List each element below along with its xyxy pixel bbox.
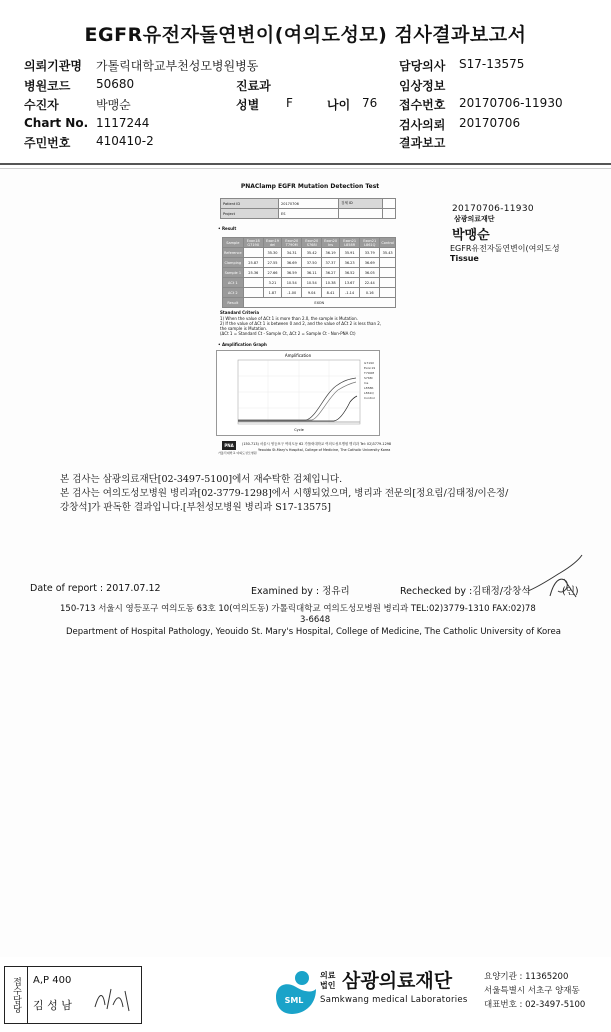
legend-item: G719X: [364, 361, 375, 365]
td: [243, 288, 263, 298]
td: 8.41: [322, 288, 340, 298]
td: 27.55: [263, 258, 281, 268]
org-code-line: 요양기관 : 11365200: [484, 972, 569, 982]
result-report-label: 결과보고: [399, 136, 446, 150]
note-line: 본 검사는 삼광의료재단[02-3497-5100]에서 재수탁한 검체입니다.: [60, 474, 343, 485]
td: 25.87: [243, 258, 263, 268]
td: 25.36: [243, 268, 263, 278]
criteria-line: the sample is Mutation.: [220, 326, 268, 331]
graph-xlabel: Cycle: [294, 428, 304, 432]
org-english: Samkwang medical Laboratories: [320, 995, 468, 1005]
sticker-number: 20170706-11930: [452, 204, 534, 214]
legend-item: L858R: [364, 386, 374, 390]
th: Control: [380, 238, 396, 248]
legend-item: Ins: [364, 381, 369, 385]
td: 9.04: [302, 288, 322, 298]
criteria-line: 1) When the value of ΔCt 1 is more than 2.0, the sample is Mutation.: [220, 316, 358, 321]
sticker-org: 삼광의료재단: [454, 215, 495, 223]
lab-footer-line: Yeouido St.Mary's Hospital, College of Medicine, The Catholic University Korea: [258, 448, 391, 452]
td: -1.00: [282, 288, 302, 298]
patient-label: 수진자: [24, 98, 59, 112]
cell: 검체 ID: [339, 199, 383, 209]
row-head: ΔCt 2: [223, 288, 244, 298]
lab-logo: PNA: [222, 441, 236, 450]
specimen-sticker: [450, 204, 611, 266]
org-rep-line: 대표번호 : 02-3497-5100: [484, 1000, 586, 1010]
td: 36.05: [360, 268, 380, 278]
td: -1.14: [340, 288, 360, 298]
td: 27.66: [263, 268, 281, 278]
td: 36.69: [360, 258, 380, 268]
td: 22.44: [360, 278, 380, 288]
graph-heading: • Amplification Graph: [218, 342, 267, 347]
cell: 20170706: [279, 199, 339, 209]
hospital-code-value: 50680: [96, 77, 135, 91]
org-prefix-2: 법인: [320, 981, 336, 990]
td: 34.31: [282, 248, 302, 258]
sml-logo-text: SML: [284, 996, 304, 1005]
th: Exon20 S768I: [302, 238, 322, 248]
date-of-report: Date of report : 2017.07.12: [30, 583, 161, 594]
td: 37.50: [302, 258, 322, 268]
signature-scribble: [520, 551, 590, 601]
lab-footer-line: (150-713) 서울시 영등포구 여의도동 62 가톨릭대학교 여의도성모병원 병리과 Tel: 02)3779-1298: [242, 442, 392, 446]
criteria-line: (ΔCt 1 = Standard Ct - Sample Ct, ΔCt 2 = Sample Ct - Non-PNA Ct): [220, 331, 356, 336]
cell: [339, 209, 383, 219]
th: Exon20 Ins: [322, 238, 340, 248]
reception-label: 접수번호: [399, 98, 446, 112]
td: 10.54: [282, 278, 302, 288]
th: Exon21 L858R: [340, 238, 360, 248]
td: [243, 248, 263, 258]
examined-by: Examined by : 정유리: [251, 586, 350, 597]
row-head: Sample 1: [223, 268, 244, 278]
department-line: Department of Hospital Pathology, Yeouido St. Mary's Hospital, College of Medicine, The Catholic University of Korea: [66, 627, 561, 637]
institution-label: 의뢰기관명: [24, 59, 82, 73]
stamp-signature: [91, 985, 135, 1015]
seal-mark: (인): [562, 586, 579, 597]
td: 36.19: [322, 248, 340, 258]
age-label: 나이: [327, 98, 351, 112]
result-value: EXON: [243, 298, 395, 308]
header-divider: [0, 163, 611, 165]
cell: [382, 209, 395, 219]
legend-item: S768I: [364, 376, 373, 380]
request-date-label: 검사의뢰: [399, 118, 446, 132]
sticker-name: 박맹순: [452, 228, 490, 243]
th: Exon21 L861Q: [360, 238, 380, 248]
sml-logo-icon: [272, 967, 318, 1015]
result-table: [222, 237, 396, 308]
td: 36.11: [302, 268, 322, 278]
note-line: 강창석]가 판독한 결과입니다.[부천성모병원 병리과 S17-13575]: [60, 502, 331, 513]
address-line: 150-713 서울시 영등포구 여의도동 63호 10(여의도동) 가톨릭대학교 여의도성모병원 병리과 TEL:02)3779-1310 FAX:02)78: [60, 604, 536, 614]
td: 33.79: [360, 248, 380, 258]
cell: Project: [221, 209, 279, 219]
row-head: Result: [223, 298, 244, 308]
td: 0.16: [360, 288, 380, 298]
note-line: 본 검사는 여의도성모병원 병리과[02-3779-1298]에서 시행되었으며, 병리과 전문의[정요림/김태정/이은정/: [60, 488, 509, 499]
cell: [382, 199, 395, 209]
th: Exon18 G719X: [243, 238, 263, 248]
pna-doc-title: PNAClamp EGFR Mutation Detection Test: [240, 183, 380, 190]
address-line: 3-6648: [300, 615, 331, 625]
td: 37.37: [322, 258, 340, 268]
stamp-label: 접수담당: [5, 967, 28, 1023]
stamp-name: 김 성 남: [33, 999, 72, 1012]
td: 35.43: [380, 248, 396, 258]
rrn-label: 주민번호: [24, 136, 71, 150]
doctor-value: S17-13575: [459, 57, 525, 71]
chart-no-label: Chart No.: [24, 116, 89, 130]
doctor-label: 담당의사: [399, 59, 446, 73]
request-date-value: 20170706: [459, 116, 521, 130]
sex-label: 성별: [236, 98, 260, 112]
rrn-value: 410410-2: [96, 134, 154, 148]
legend-item: Control: [364, 396, 375, 400]
td: 35.42: [302, 248, 322, 258]
row-head: Reference: [223, 248, 244, 258]
th: Sample: [223, 238, 244, 248]
th: Exon20 T790M: [282, 238, 302, 248]
reception-value: 20170706-11930: [459, 96, 563, 110]
patient-value: 박맹순: [96, 98, 131, 112]
td: 10.54: [302, 278, 322, 288]
criteria-line: 2) If the value of ΔCt 1 is between 0 and 2, and the value of ΔCt 2 is less than 2,: [220, 321, 382, 326]
sex-value: F: [286, 96, 293, 110]
cell: ES: [279, 209, 339, 219]
hospital-code-label: 병원코드: [24, 79, 71, 93]
legend-item: L861Q: [364, 391, 374, 395]
td: [380, 258, 396, 268]
patient-id-table: [220, 198, 396, 219]
result-heading: • Result: [218, 226, 237, 231]
page-title: EGFR유전자돌연변이(여의도성모) 검사결과보고서: [84, 24, 527, 46]
sticker-specimen: Tissue: [450, 254, 479, 263]
row-head: ΔCt 1: [223, 278, 244, 288]
org-address-line: 서울특별시 서초구 양재동: [484, 986, 580, 996]
legend-item: T790M: [364, 371, 375, 375]
td: [380, 268, 396, 278]
td: 13.67: [340, 278, 360, 288]
td: 36.27: [322, 268, 340, 278]
row-head: Clamping: [223, 258, 244, 268]
td: 3.21: [263, 278, 281, 288]
institution-value: 가톨릭대학교부천성모병원병동: [96, 59, 259, 73]
org-name: 삼광의료재단: [342, 970, 453, 992]
graph-title: Amplification: [284, 353, 312, 358]
org-prefix-1: 의료: [320, 971, 336, 980]
td: 10.38: [322, 278, 340, 288]
td: 35.30: [263, 248, 281, 258]
reception-stamp: [4, 966, 142, 1024]
td: 36.23: [340, 258, 360, 268]
rechecked-by: Rechecked by :김태정/강창석: [400, 586, 531, 597]
stamp-code: A,P 400: [33, 975, 72, 986]
clinical-info-label: 임상정보: [399, 79, 446, 93]
sticker-test: EGFR유전자돌연변이(여의도성: [450, 244, 560, 253]
org-prefix: [320, 971, 335, 991]
lab-logo-sub: 가톨릭대학교 여의도성모병원: [218, 451, 257, 455]
cell: Patient ID: [221, 199, 279, 209]
td: [380, 288, 396, 298]
td: 36.59: [282, 268, 302, 278]
criteria-heading: Standard Criteria: [220, 310, 260, 315]
td: 36.52: [340, 268, 360, 278]
th: Exon19 del: [263, 238, 281, 248]
td: [380, 278, 396, 288]
td: 1.87: [263, 288, 281, 298]
amplification-graph: [216, 350, 380, 436]
legend-item: Exon19: [364, 366, 376, 370]
td: 36.69: [282, 258, 302, 268]
age-value: 76: [362, 96, 378, 110]
department-label: 진료과: [236, 79, 271, 93]
chart-no-value: 1117244: [96, 116, 150, 130]
td: 35.91: [340, 248, 360, 258]
td: [243, 278, 263, 288]
